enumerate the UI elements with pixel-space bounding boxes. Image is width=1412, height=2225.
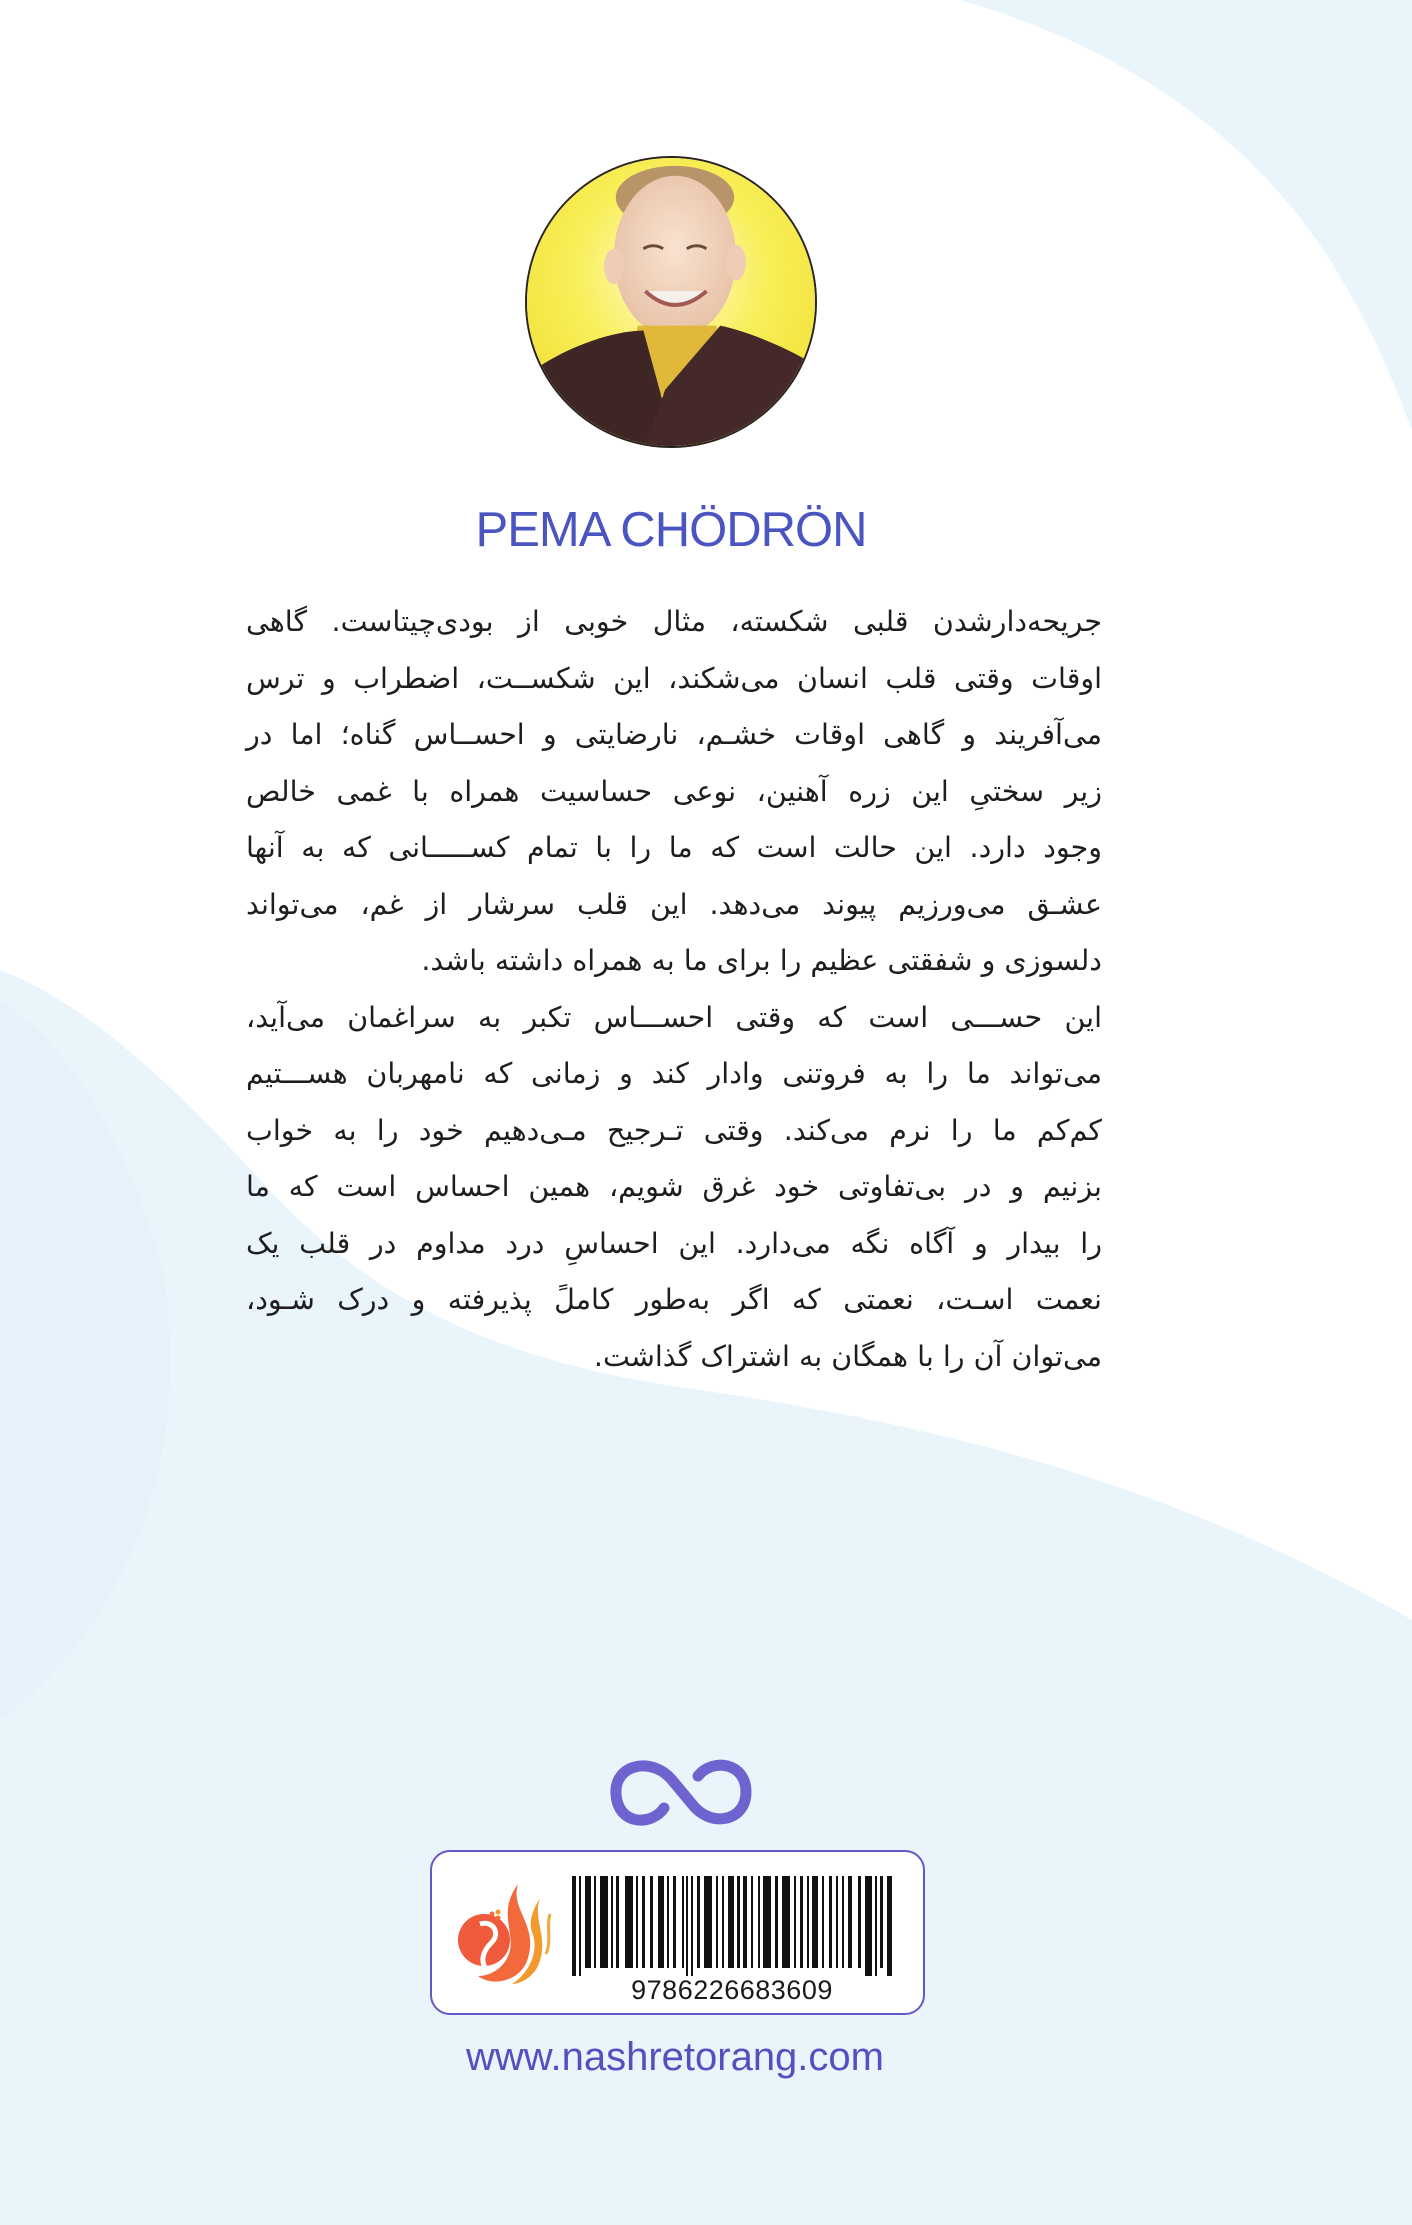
back-cover-blurb: [246, 594, 1102, 1385]
blurb-line: می‌آفریند و گاهی اوقات خشـم، نارضایتی و احســاس گناه؛ اما در: [246, 718, 1102, 751]
blurb-line: این حســـی است که وقتی احســـاس تکبر به سراغمان می‌آید،: [246, 1000, 1102, 1034]
blurb-line: وجود دارد. این حالت است که ما را با تمام کســـــانی که به آنها: [246, 831, 1102, 864]
blurb-line: می‌تواند ما را به فروتنی وادار کند و زمانی که نامهربان هســـتیم: [246, 1057, 1102, 1090]
isbn-barcode: [572, 1876, 892, 1976]
blurb-line: را بیدار و آگاه نگه می‌دارد. این احساسِ درد مداوم در قلب یک: [246, 1226, 1102, 1260]
isbn-number: 9786226683609: [631, 1975, 833, 2005]
blurb-paragraph-1: [246, 594, 1102, 990]
author-name: PEMA CHÖDRÖN: [475, 503, 867, 557]
publisher-website: www.nashretorang.com: [466, 2035, 884, 2079]
author-portrait: [525, 156, 817, 448]
blurb-line: اوقات وقتی قلب انسان می‌شکند، این شکســت، اضطراب و ترس: [246, 661, 1102, 695]
blurb-line: بزنیم و در بی‌تفاوتی خود غرق شویم، همین احساس است که ما: [246, 1170, 1102, 1203]
blurb-line: عشـق می‌ورزیم پیوند می‌دهد. این قلب سرشار از غم، می‌تواند: [246, 887, 1102, 921]
blurb-line: زیر سختیِ این زره آهنین، نوعی حساسیت همراه با غمی خالص: [246, 774, 1102, 808]
infinity-icon: [604, 1750, 758, 1834]
blurb-line: دلسوزی و شفقتی عظیم را برای ما به همراه داشته باشد.: [421, 944, 1102, 977]
flame-bird-logo-icon: [454, 1880, 554, 1990]
blurb-line: جریحه‌دارشدن قلبی شکسته، مثال خوبی از بودی‌چیتاست. گاهی: [246, 605, 1102, 638]
blurb-line: کم‌کم ما را نرم می‌کند. وقتی تـرجیح مـی‌دهیم خود را به خواب: [246, 1113, 1102, 1147]
portrait-image: [527, 158, 815, 446]
blurb-paragraph-2: [246, 990, 1102, 1386]
blurb-line: نعمت اسـت، نعمتی که اگر به‌طور کاملً پذیرفته و درک شـود،: [246, 1283, 1102, 1316]
blurb-line: می‌توان آن را با همگان به اشتراک گذاشت.: [593, 1339, 1102, 1373]
barcode-panel: [430, 1850, 925, 2015]
